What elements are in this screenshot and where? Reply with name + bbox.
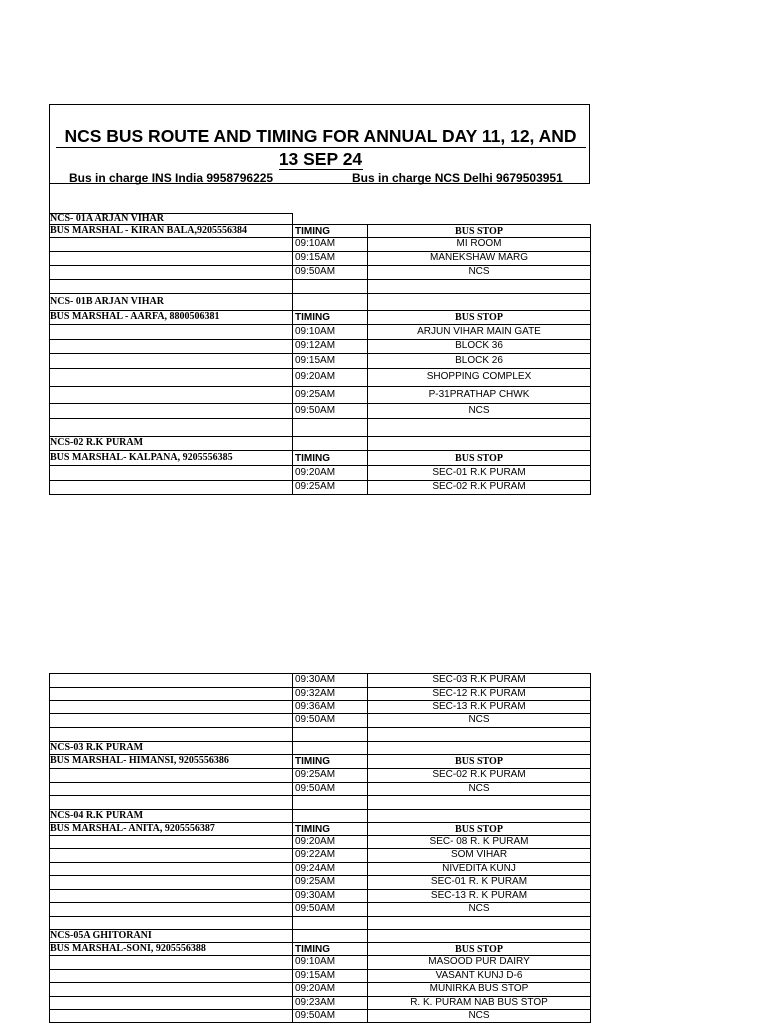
table-divider-timing xyxy=(292,213,293,495)
route-name: NCS- 01B ARJAN VIHAR xyxy=(50,296,164,307)
route-name: NCS- 01A ARJAN VIHAR xyxy=(50,213,164,224)
bus-stop-header: BUS STOP xyxy=(455,824,503,835)
bus-stop-cell: SEC- 08 R. K PURAM xyxy=(429,836,529,847)
bus-stop-cell: SEC-01 R. K PURAM xyxy=(430,876,528,887)
page-title: NCS BUS ROUTE AND TIMING FOR ANNUAL DAY 11, 12, AND xyxy=(64,126,577,146)
bus-stop-cell: SEC-13 R. K PURAM xyxy=(430,890,528,901)
timing-cell: 09:15AM xyxy=(295,970,336,981)
title-underline xyxy=(56,147,586,148)
document-header xyxy=(49,104,590,184)
route-name: NCS-04 R.K PURAM xyxy=(50,810,144,821)
bus-stop-cell: SEC-13 R.K PURAM xyxy=(432,701,526,712)
timing-header: TIMING xyxy=(295,226,330,237)
timing-header: TIMING xyxy=(295,312,330,323)
bus-stop-cell: SEC-02 R.K PURAM xyxy=(432,769,526,780)
timing-cell: 09:50AM xyxy=(295,405,336,416)
timing-cell: 09:15AM xyxy=(295,252,336,263)
bus-marshal-label: BUS MARSHAL- ANITA, 9205556387 xyxy=(50,823,215,834)
incharge-ncs: Bus in charge NCS Delhi 9679503951 xyxy=(352,171,563,185)
bus-stop-cell: NCS xyxy=(468,903,490,914)
bus-marshal-label: BUS MARSHAL - AARFA, 8800506381 xyxy=(50,311,220,322)
date-underline xyxy=(279,169,363,170)
route-name: NCS-05A GHITORANI xyxy=(50,930,152,941)
bus-stop-cell: ARJUN VIHAR MAIN GATE xyxy=(417,326,541,337)
timing-cell: 09:50AM xyxy=(295,783,336,794)
table-rule xyxy=(49,368,591,369)
bus-stop-cell: NCS xyxy=(468,1010,490,1021)
timing-cell: 09:25AM xyxy=(295,481,336,492)
bus-stop-cell: NCS xyxy=(468,266,490,277)
timing-cell: 09:50AM xyxy=(295,714,336,725)
table-rule xyxy=(49,450,591,451)
timing-cell: 09:36AM xyxy=(295,701,336,712)
bus-stop-cell: NCS xyxy=(468,714,490,725)
timing-header: TIMING xyxy=(295,756,330,767)
table-rule xyxy=(49,418,591,419)
bus-stop-cell: NCS xyxy=(468,405,490,416)
table-rule xyxy=(49,795,591,796)
table-rule xyxy=(49,916,591,917)
bus-marshal-label: BUS MARSHAL-SONI, 9205556388 xyxy=(50,943,206,954)
bus-stop-cell: MASOOD PUR DAIRY xyxy=(428,956,530,967)
timing-cell: 09:30AM xyxy=(295,890,336,901)
table-rule xyxy=(49,324,591,325)
bus-marshal-label: BUS MARSHAL- KALPANA, 9205556385 xyxy=(50,452,233,463)
bus-stop-cell: NCS xyxy=(468,783,490,794)
bus-stop-cell: R. K. PURAM NAB BUS STOP xyxy=(410,997,548,1008)
page-title-date: 13 SEP 24 xyxy=(278,149,363,169)
timing-cell: 09:32AM xyxy=(295,688,336,699)
timing-cell: 09:10AM xyxy=(295,956,336,967)
bus-stop-cell: SEC-12 R.K PURAM xyxy=(432,688,526,699)
bus-stop-cell: SEC-03 R.K PURAM xyxy=(432,674,526,685)
table-rule xyxy=(49,403,591,404)
incharge-ins: Bus in charge INS India 9958796225 xyxy=(69,171,274,185)
bus-stop-cell: SEC-02 R.K PURAM xyxy=(432,481,526,492)
timing-cell: 09:50AM xyxy=(295,1010,336,1021)
timing-cell: 09:23AM xyxy=(295,997,336,1008)
bus-stop-header: BUS STOP xyxy=(455,312,503,323)
bus-stop-cell: P-31PRATHAP CHWK xyxy=(428,389,530,400)
timing-cell: 09:50AM xyxy=(295,266,336,277)
table-rule xyxy=(49,353,591,354)
table-rule xyxy=(49,1022,591,1023)
table-rule xyxy=(49,727,591,728)
table-rule xyxy=(49,386,591,387)
bus-stop-cell: MI ROOM xyxy=(456,238,502,249)
bus-stop-cell: SEC-01 R.K PURAM xyxy=(432,467,526,478)
bus-stop-cell: MUNIRKA BUS STOP xyxy=(429,983,529,994)
timing-cell: 09:20AM xyxy=(295,836,336,847)
timing-cell: 09:22AM xyxy=(295,849,336,860)
timing-cell: 09:25AM xyxy=(295,389,336,400)
timing-header: TIMING xyxy=(295,453,330,464)
bus-stop-cell: BLOCK 36 xyxy=(455,340,503,351)
bus-stop-cell: SOM VIHAR xyxy=(450,849,508,860)
table-rule xyxy=(49,293,591,294)
timing-cell: 09:10AM xyxy=(295,326,336,337)
bus-stop-cell: NIVEDITA KUNJ xyxy=(442,863,516,874)
bus-stop-header: BUS STOP xyxy=(455,226,503,237)
timing-cell: 09:10AM xyxy=(295,238,336,249)
timing-cell: 09:25AM xyxy=(295,876,336,887)
bus-stop-cell: SHOPPING COMPLEX xyxy=(426,371,532,382)
route-name: NCS-02 R.K PURAM xyxy=(50,437,144,448)
timing-cell: 09:15AM xyxy=(295,355,336,366)
bus-stop-cell: VASANT KUNJ D-6 xyxy=(435,970,523,981)
table-rule xyxy=(49,494,591,495)
timing-cell: 09:25AM xyxy=(295,769,336,780)
bus-stop-header: BUS STOP xyxy=(455,756,503,767)
table-rule xyxy=(49,465,591,466)
timing-cell: 09:24AM xyxy=(295,863,336,874)
timing-header: TIMING xyxy=(295,944,330,955)
timing-cell: 09:20AM xyxy=(295,467,336,478)
bus-stop-cell: MANEKSHAW MARG xyxy=(430,252,528,263)
timing-cell: 09:20AM xyxy=(295,983,336,994)
bus-stop-cell: BLOCK 26 xyxy=(455,355,503,366)
bus-stop-header: BUS STOP xyxy=(455,944,503,955)
bus-marshal-label: BUS MARSHAL- HIMANSI, 9205556386 xyxy=(50,755,229,766)
table-rule xyxy=(49,279,591,280)
bus-stop-header: BUS STOP xyxy=(455,453,503,464)
route-name: NCS-03 R.K PURAM xyxy=(50,742,144,753)
timing-header: TIMING xyxy=(295,824,330,835)
timing-cell: 09:50AM xyxy=(295,903,336,914)
timing-cell: 09:12AM xyxy=(295,340,336,351)
timing-cell: 09:30AM xyxy=(295,674,336,685)
timing-cell: 09:20AM xyxy=(295,371,336,382)
bus-marshal-label: BUS MARSHAL - KIRAN BALA,9205556384 xyxy=(50,225,247,236)
